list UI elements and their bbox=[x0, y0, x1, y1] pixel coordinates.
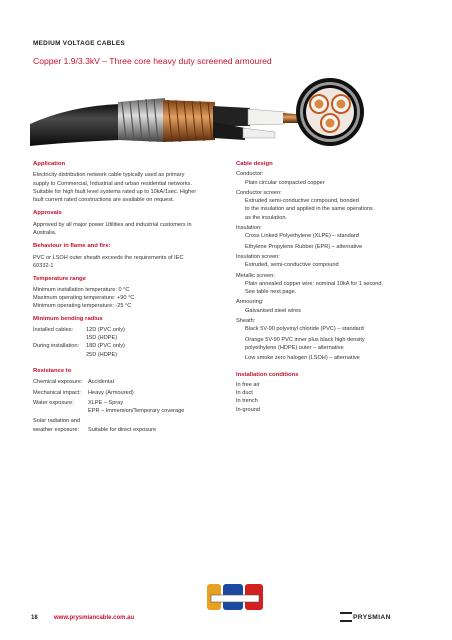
conductor-value: Plain circular compacted copper bbox=[245, 179, 325, 186]
resistance-label: Solar radiation and bbox=[33, 418, 80, 425]
installation-item: In-ground bbox=[236, 406, 260, 413]
application-text: Electricity distribution network cable typically used as primary supply to Commercial, Industrial and urban residential networks. Suitable for high fault level systems rated up to 10kA/1sec. Higher fault current rated constructions are available on request. bbox=[33, 172, 197, 204]
insulation-label: Insulation: bbox=[236, 225, 262, 232]
approvals-heading: Approvals bbox=[33, 210, 62, 217]
resistance-value: Accidental bbox=[88, 379, 114, 386]
conductor-screen-label: Conductor screen: bbox=[236, 189, 282, 196]
insulation-value: Ethylene Propylene Rubber (EPR) – alternative bbox=[245, 243, 363, 250]
bending-row-installation bbox=[33, 342, 201, 359]
approvals-text: Approved by all major power Utilities and industrial customers in Australia. bbox=[33, 221, 192, 237]
bending-label: Installed cables: bbox=[33, 326, 74, 333]
insulation-value: Cross Linked Polyethylene (XLPE) – standard bbox=[245, 233, 359, 240]
cable-image bbox=[30, 76, 422, 154]
bending-label: During installation: bbox=[33, 343, 80, 350]
cable-design-heading: Cable design bbox=[236, 161, 273, 167]
application-heading: Application bbox=[33, 161, 66, 167]
metallic-screen-value: See table next page. bbox=[245, 289, 297, 296]
insulation-screen-value: Extruded, semi-conductive compound bbox=[245, 262, 339, 269]
resistance-row bbox=[33, 389, 201, 397]
right-column bbox=[236, 160, 421, 414]
metallic-screen-label: Metallic screen: bbox=[236, 272, 275, 279]
resistance-label: Chemical exposure: bbox=[33, 379, 83, 386]
sheath-value: polyethylene (HDPE) outer – alternative bbox=[245, 344, 344, 351]
prysmian-logo bbox=[340, 612, 391, 622]
sheath-label: Sheath: bbox=[236, 318, 256, 325]
conductor-label: Conductor: bbox=[236, 171, 264, 178]
installation-item: In duct bbox=[236, 390, 253, 397]
watermark-logo bbox=[205, 580, 265, 618]
insulation-screen-label: Insulation screen: bbox=[236, 253, 280, 260]
footer-url-link[interactable]: www.prysmiancable.com.au bbox=[54, 615, 135, 621]
resistance-label: Water exposure: bbox=[33, 399, 74, 406]
temperature-max-operating: Maximum operating temperature: +90 °C bbox=[33, 294, 135, 301]
temperature-min-operating: Minimum operating temperature: -25 °C bbox=[33, 303, 132, 310]
resistance-row bbox=[33, 399, 201, 416]
resistance-value: EPR – Immersion/Temporary coverage bbox=[88, 408, 185, 415]
bending-row-installed bbox=[33, 326, 201, 343]
sheath-value: Low smoke zero halogen (LSOH) – alternative bbox=[245, 355, 360, 362]
resistance-row bbox=[33, 417, 201, 434]
bending-value: 25D (HDPE) bbox=[86, 351, 118, 358]
conductor-screen-value: Extruded semi-conductive compound, bonded bbox=[245, 198, 359, 205]
temperature-min-install: Minimum installation temperature: 0 °C bbox=[33, 286, 130, 293]
flame-heading: Behaviour in flame and fire: bbox=[33, 243, 111, 250]
installation-item: In trench bbox=[236, 398, 258, 405]
resistance-row bbox=[33, 378, 201, 386]
resistance-label: weather exposure: bbox=[33, 426, 80, 433]
armouring-value: Galvanised steel wires bbox=[245, 307, 301, 314]
bending-value: 12D (PVC only) bbox=[86, 326, 125, 333]
armouring-label: Armouring: bbox=[236, 299, 264, 306]
installation-heading: Installation conditions bbox=[236, 371, 299, 378]
left-column bbox=[33, 160, 201, 434]
metallic-screen-value: Plain annealed copper wire: nominal 10kA for 1 second. bbox=[245, 280, 384, 287]
section-title: MEDIUM VOLTAGE CABLES bbox=[33, 40, 125, 47]
resistance-value: Suitable for direct exposure bbox=[88, 426, 157, 433]
logo-text: PRYSMIAN bbox=[353, 613, 391, 621]
installation-item: In free air bbox=[236, 381, 260, 388]
resistance-heading: Resistance to bbox=[33, 367, 72, 374]
bending-value: 18D (PVC only) bbox=[86, 343, 125, 350]
conductor-screen-value: to the insulation and applied in the same operations bbox=[245, 206, 373, 213]
sheath-value: Black 5V-90 polyvinyl chloride (PVC) – standard bbox=[245, 326, 364, 333]
resistance-label: Mechanical impact: bbox=[33, 389, 81, 396]
page-number: 18 bbox=[31, 615, 38, 621]
bending-heading: Minimum bending radius bbox=[33, 316, 103, 323]
flame-text: PVC or LSOH outer sheath exceeds the requirements of IEC 60332-1 bbox=[33, 254, 184, 269]
resistance-value: Heavy (Armoured) bbox=[88, 389, 134, 396]
temperature-heading: Temperature range bbox=[33, 276, 86, 283]
sheath-value: Orange 5V-90 PVC inner plus black high density bbox=[245, 336, 365, 343]
conductor-screen-value: as the insulation. bbox=[245, 214, 287, 221]
resistance-value: XLPE – Spray bbox=[88, 399, 124, 406]
logo-mark-icon bbox=[340, 612, 352, 622]
bending-value: 15D (HDPE) bbox=[86, 335, 118, 342]
page-title: Copper 1.9/3.3kV – Three core heavy duty screened armoured bbox=[33, 56, 272, 66]
